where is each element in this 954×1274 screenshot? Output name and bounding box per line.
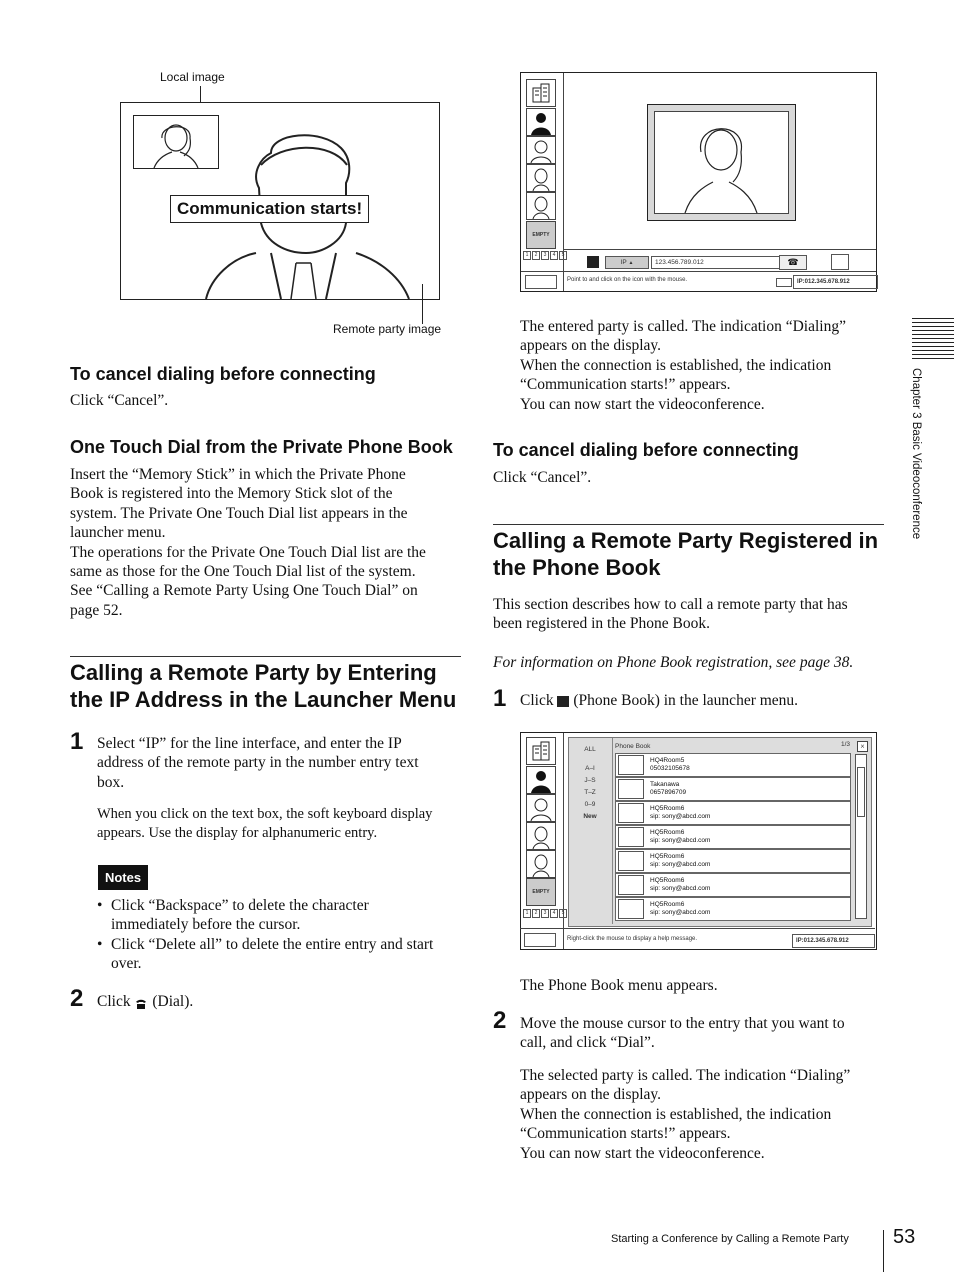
person-silhouette-icon[interactable] [526,766,556,794]
list-item[interactable]: Takanawa 0657896709 [615,777,851,801]
woman-contact-icon-2[interactable] [526,192,556,220]
filter-list: ALL A–I J–S T–Z 0–9 New [583,743,597,829]
phone-book-icon-inline [557,696,569,707]
list-item[interactable]: HQ5Room6 sip: sony@abcd.com [615,873,851,897]
ip-address-badge[interactable]: IP:012.345.678.912 [792,934,875,948]
section-title-ip: Calling a Remote Party by Entering the IP Address in the Launcher Menu [70,660,457,712]
woman-contact-icon[interactable] [526,164,556,192]
woman-contact-icon-2[interactable] [526,850,556,878]
cancel-dialing-heading: To cancel dialing before connecting [70,364,376,384]
local-image-label: Local image [160,70,225,84]
dial-icon [134,996,148,1008]
phone-book-title: Phone Book [615,743,651,750]
number-entry-field[interactable]: 123.456.789.012 [651,256,780,269]
cancel-dialing-heading-right: To cancel dialing before connecting [493,440,799,460]
phonebook-intro: This section describes how to call a remote party that has been registered in the Phone Book. [493,596,848,633]
page-selector[interactable]: 1 2 3 4 5 [523,251,568,260]
phone-book-icon[interactable] [831,254,849,270]
contact-photo-icon [618,803,644,823]
note-item: • Click “Backspace” to delete the character immediately before the cursor. [97,896,469,935]
note-item: • Click “Delete all” to delete the entire entry and start over. [97,935,469,974]
cancel-dialing-text-right: Click “Cancel”. [493,469,592,486]
remote-image-leader [422,284,423,324]
step-2-text-right: Move the mouse cursor to the entry that you want to call, and click “Dial”. [520,1015,845,1052]
contact-photo-icon [618,899,644,919]
step-1-text: Select “IP” for the line interface, and enter the IP address of the remote party in the number entry text box. [97,735,419,791]
cancel-dialing-text: Click “Cancel”. [70,392,169,409]
step-1-number: 1 [70,728,84,755]
list-item[interactable]: HQ5Room6 sip: sony@abcd.com [615,801,851,825]
line-interface-select[interactable]: IP ▲ [605,256,649,269]
status-message: Point to and click on the icon with the mouse. [567,277,688,283]
ip-address-badge[interactable]: IP:012.345.678.912 [793,275,878,289]
one-touch-heading: One Touch Dial from the Private Phone Book [70,437,453,457]
called-text: The entered party is called. The indication “Dialing” appears on the display. When the connection is established, the indication “Communication starts!” appears. You can now start the videoconference. [520,318,846,413]
filter-a-i[interactable]: A–I [585,765,595,772]
page-selector[interactable]: 1 2 3 4 5 [523,909,568,918]
section-rule-right [493,524,884,525]
contact-photo-icon [618,779,644,799]
chapter-tab-lines [912,318,954,360]
step-1-text-right: Click (Phone Book) in the launcher menu. [520,692,799,709]
selected-text: The selected party is called. The indication “Dialing” appears on the display. When the connection is established, the indication “Communication starts!” appears. You can now start the videoconference. [520,1067,851,1162]
list-item[interactable]: HQ5Room6 sip: sony@abcd.com [615,897,851,921]
contact-photo-icon [618,851,644,871]
man-contact-icon[interactable] [526,794,556,822]
local-image-inset [133,115,219,169]
empty-slot[interactable]: EMPTY [526,221,556,249]
step-1-note: When you click on the text box, the soft keyboard display appears. Use the display for alphanumeric entry. [97,806,433,841]
step-2-number-right: 2 [493,1007,507,1034]
step-2-text: Click (Dial). [97,993,194,1010]
contact-photo-icon [618,755,644,775]
step-1-number-right: 1 [493,685,507,712]
filter-all[interactable]: ALL [584,746,596,753]
phonebook-reference: For information on Phone Book registration, see page 38. [493,654,854,671]
page-number: 53 [893,1226,916,1248]
notes-label: Notes [98,865,148,890]
contact-photo-icon [618,827,644,847]
empty-slot[interactable]: EMPTY [526,878,556,906]
step-2-number: 2 [70,985,84,1012]
one-touch-body: Insert the “Memory Stick” in which the Private Phone Book is registered into the Memory Stick slot of the system. The Private One Touch Dial list appears in the launcher menu. The operations for the Private One Touch Dial list are the same as those for the One Touch Dial list of the system. See “Calling a Remote Party Using One Touch Dial” on page 52. [70,466,426,619]
footer-divider [883,1230,884,1272]
section-rule [70,656,461,657]
figure-communication-starts [120,102,440,300]
building-icon[interactable] [526,737,556,765]
figure-launcher-ip [520,72,877,292]
man-contact-icon[interactable] [526,136,556,164]
filter-t-z[interactable]: T–Z [584,789,596,796]
remote-video-frame [647,104,796,221]
close-icon[interactable]: × [857,741,868,752]
dial-button[interactable]: ☎ [779,255,807,270]
status-message: Right-click the mouse to display a help message. [567,936,698,942]
building-icon[interactable] [526,79,556,107]
device-icon[interactable] [587,256,599,268]
phonebook-appears-text: The Phone Book menu appears. [520,977,718,994]
list-item[interactable]: HQ5Room6 sip: sony@abcd.com [615,825,851,849]
communication-starts-banner: Communication starts! [170,195,369,223]
woman-contact-icon[interactable] [526,822,556,850]
menu-icon[interactable] [525,275,557,289]
menu-icon[interactable] [524,933,556,947]
list-item[interactable]: HQ5Room6 sip: sony@abcd.com [615,849,851,873]
scrollbar-thumb[interactable] [857,767,865,817]
remote-image-label: Remote party image [333,322,442,336]
list-item[interactable]: HQ4Room5 05032105678 [615,753,851,777]
notes-list [97,896,469,974]
page-indicator: 1/3 [841,741,851,748]
scrollbar[interactable] [855,754,867,919]
section-title-phonebook: Calling a Remote Party Registered in the Phone Book [493,528,879,580]
filter-new[interactable]: New [583,813,597,820]
contact-photo-icon [618,875,644,895]
person-silhouette-icon[interactable] [526,108,556,136]
chapter-tab-label: Chapter 3 Basic Videoconference [910,368,922,540]
footer-text: Starting a Conference by Calling a Remote Party [611,1233,849,1245]
network-icon [776,278,792,287]
